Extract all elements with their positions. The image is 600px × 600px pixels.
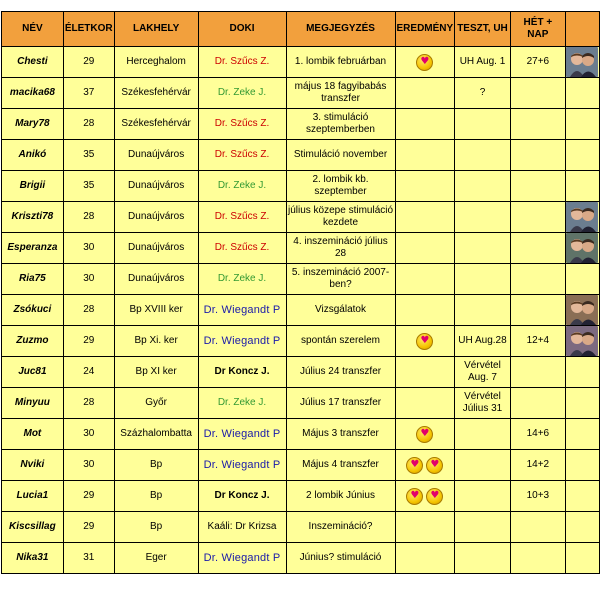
member-photo [565, 295, 599, 326]
member-photo [565, 419, 599, 450]
members-table [1, 11, 600, 574]
member-name: Esperanza [2, 233, 64, 264]
member-name: Kriszti78 [2, 202, 64, 233]
member-doctor [198, 264, 286, 295]
member-doctor [198, 295, 286, 326]
member-result [395, 171, 455, 202]
member-test [455, 543, 511, 574]
member-test: Vérvétel Július 31 [455, 388, 511, 419]
member-age: 28 [63, 388, 114, 419]
couple-photo-icon [566, 295, 598, 325]
member-location: Százhalombatta [114, 419, 198, 450]
result-hearts [397, 426, 454, 443]
member-name: Ria75 [2, 264, 64, 295]
member-note: 2. lombik kb. szeptember [286, 171, 395, 202]
member-test [455, 140, 511, 171]
member-age: 37 [63, 78, 114, 109]
doctor-name: Dr. Szűcs Z. [214, 211, 270, 222]
couple-photo-icon [566, 326, 598, 356]
member-photo [565, 47, 599, 78]
heart-smiley-icon: ♥ [426, 488, 443, 505]
member-result [395, 140, 455, 171]
member-age: 24 [63, 357, 114, 388]
member-note: 2 lombik Június [286, 481, 395, 512]
table-row [2, 543, 600, 574]
member-age: 29 [63, 481, 114, 512]
member-photo [565, 450, 599, 481]
doctor-name: Dr. Szűcs Z. [214, 56, 270, 67]
member-age: 29 [63, 512, 114, 543]
member-age: 30 [63, 450, 114, 481]
header-result: EREDMÉNY [395, 12, 455, 47]
member-note: Inszemináció? [286, 512, 395, 543]
heart-smiley-icon: ♥ [416, 426, 433, 443]
member-doctor [198, 233, 286, 264]
member-age: 35 [63, 140, 114, 171]
member-name: Nviki [2, 450, 64, 481]
member-photo [565, 202, 599, 233]
member-note: Július 24 transzfer [286, 357, 395, 388]
member-note: spontán szerelem [286, 326, 395, 357]
member-location: Győr [114, 388, 198, 419]
table-row [2, 264, 600, 295]
member-result [395, 233, 455, 264]
member-test [455, 512, 511, 543]
member-doctor [198, 450, 286, 481]
member-test: ? [455, 78, 511, 109]
member-age: 28 [63, 109, 114, 140]
member-test [455, 264, 511, 295]
doctor-name: Dr. Zeke J. [217, 180, 267, 191]
member-location: Bp Xi. ker [114, 326, 198, 357]
member-doctor [198, 202, 286, 233]
member-photo [565, 481, 599, 512]
member-test: UH Aug.28 [455, 326, 511, 357]
doctor-name: Dr. Zeke J. [217, 273, 267, 284]
doctor-name: Dr. Wiegandt P [203, 334, 281, 347]
heart-smiley-icon: ♥ [416, 333, 433, 350]
member-week [510, 543, 565, 574]
member-result [395, 78, 455, 109]
member-doctor [198, 140, 286, 171]
member-result [395, 481, 455, 512]
member-test [455, 202, 511, 233]
member-result [395, 326, 455, 357]
member-result [395, 202, 455, 233]
member-location: Herceghalom [114, 47, 198, 78]
member-note: Május 4 transzfer [286, 450, 395, 481]
member-week [510, 233, 565, 264]
doctor-name: Dr. Szűcs Z. [214, 242, 270, 253]
member-photo [565, 388, 599, 419]
header-name: NÉV [2, 12, 64, 47]
table-row [2, 450, 600, 481]
member-result [395, 264, 455, 295]
result-hearts [397, 488, 454, 505]
member-test [455, 233, 511, 264]
table-row [2, 109, 600, 140]
member-test [455, 481, 511, 512]
member-name: Kiscsillag [2, 512, 64, 543]
member-name: Nika31 [2, 543, 64, 574]
member-doctor [198, 388, 286, 419]
member-photo [565, 233, 599, 264]
doctor-name: Dr. Zeke J. [217, 87, 267, 98]
member-location: Dunaújváros [114, 233, 198, 264]
header-note: MEGJEGYZÉS [286, 12, 395, 47]
member-location: Bp [114, 450, 198, 481]
member-result [395, 512, 455, 543]
member-name: Lucia1 [2, 481, 64, 512]
member-location: Székesfehérvár [114, 78, 198, 109]
header-week: HÉT + NAP [510, 12, 565, 47]
member-note: Vizsgálatok [286, 295, 395, 326]
member-age: 28 [63, 295, 114, 326]
member-result [395, 47, 455, 78]
couple-photo-icon [566, 233, 598, 263]
result-hearts [397, 54, 454, 71]
member-age: 30 [63, 233, 114, 264]
member-note: Június? stimuláció [286, 543, 395, 574]
member-photo [565, 543, 599, 574]
member-test: Vérvétel Aug. 7 [455, 357, 511, 388]
member-location: Eger [114, 543, 198, 574]
member-photo [565, 357, 599, 388]
member-name: macika68 [2, 78, 64, 109]
member-location: Bp [114, 481, 198, 512]
member-doctor [198, 543, 286, 574]
doctor-name: Dr Koncz J. [214, 366, 270, 377]
member-week [510, 388, 565, 419]
member-week [510, 202, 565, 233]
member-name: Brigii [2, 171, 64, 202]
heart-smiley-icon: ♥ [406, 488, 423, 505]
member-doctor [198, 47, 286, 78]
member-location: Bp XVIII ker [114, 295, 198, 326]
member-week: 27+6 [510, 47, 565, 78]
heart-smiley-icon: ♥ [426, 457, 443, 474]
doctor-name: Dr. Zeke J. [217, 397, 267, 408]
member-result [395, 450, 455, 481]
doctor-name: Dr Koncz J. [214, 490, 270, 501]
member-result [395, 357, 455, 388]
member-test [455, 171, 511, 202]
table-row [2, 419, 600, 450]
member-name: Chesti [2, 47, 64, 78]
member-doctor [198, 326, 286, 357]
member-doctor [198, 512, 286, 543]
member-doctor [198, 109, 286, 140]
member-note: Július 17 transzfer [286, 388, 395, 419]
member-name: Zsókuci [2, 295, 64, 326]
member-week: 14+6 [510, 419, 565, 450]
table-row [2, 481, 600, 512]
member-name: Minyuu [2, 388, 64, 419]
member-photo [565, 326, 599, 357]
header-row [2, 12, 600, 47]
member-location: Székesfehérvár [114, 109, 198, 140]
member-age: 29 [63, 47, 114, 78]
member-result [395, 109, 455, 140]
table-row [2, 140, 600, 171]
member-doctor [198, 171, 286, 202]
member-doctor [198, 357, 286, 388]
header-test: TESZT, UH [455, 12, 511, 47]
member-week [510, 512, 565, 543]
member-week [510, 357, 565, 388]
result-hearts [397, 457, 454, 474]
member-test [455, 450, 511, 481]
member-test: UH Aug. 1 [455, 47, 511, 78]
member-location: Dunaújváros [114, 140, 198, 171]
doctor-name: Dr. Szűcs Z. [214, 118, 270, 129]
member-name: Juc81 [2, 357, 64, 388]
member-photo [565, 78, 599, 109]
member-doctor [198, 419, 286, 450]
member-note: 5. inszemináció 2007-ben? [286, 264, 395, 295]
member-photo [565, 512, 599, 543]
table-row [2, 171, 600, 202]
doctor-name: Dr. Wiegandt P [203, 551, 281, 564]
table-row [2, 47, 600, 78]
member-test [455, 419, 511, 450]
table-row [2, 202, 600, 233]
member-age: 35 [63, 171, 114, 202]
heart-smiley-icon: ♥ [416, 54, 433, 71]
member-week [510, 109, 565, 140]
doctor-name: Dr. Szűcs Z. [214, 149, 270, 160]
member-location: Dunaújváros [114, 202, 198, 233]
member-note: május 18 fagyibabás transzfer [286, 78, 395, 109]
table-row [2, 295, 600, 326]
member-photo [565, 171, 599, 202]
member-age: 28 [63, 202, 114, 233]
table-row [2, 512, 600, 543]
member-test [455, 295, 511, 326]
member-week: 14+2 [510, 450, 565, 481]
table-row [2, 357, 600, 388]
member-age: 30 [63, 264, 114, 295]
table-row [2, 388, 600, 419]
table-row [2, 326, 600, 357]
member-location: Dunaújváros [114, 171, 198, 202]
member-note: 3. stimuláció szeptemberben [286, 109, 395, 140]
header-age: ÉLETKOR [63, 12, 114, 47]
member-name: Mary78 [2, 109, 64, 140]
member-photo [565, 109, 599, 140]
couple-photo-icon [566, 47, 598, 77]
member-week [510, 78, 565, 109]
header-doctor: DOKI [198, 12, 286, 47]
member-age: 29 [63, 326, 114, 357]
member-week: 12+4 [510, 326, 565, 357]
member-doctor [198, 481, 286, 512]
member-result [395, 388, 455, 419]
member-note: Május 3 transzfer [286, 419, 395, 450]
member-name: Mot [2, 419, 64, 450]
member-note: július közepe stimuláció kezdete [286, 202, 395, 233]
member-note: 1. lombik februárban [286, 47, 395, 78]
member-note: 4. inszemináció július 28 [286, 233, 395, 264]
header-photo [565, 12, 599, 47]
member-age: 31 [63, 543, 114, 574]
doctor-name: Kaáli: Dr Krizsa [207, 521, 277, 532]
result-hearts [397, 333, 454, 350]
member-name: Anikó [2, 140, 64, 171]
member-location: Bp [114, 512, 198, 543]
member-week [510, 171, 565, 202]
table-row [2, 78, 600, 109]
table-body [2, 47, 600, 574]
member-photo [565, 264, 599, 295]
table-row [2, 233, 600, 264]
member-photo [565, 140, 599, 171]
member-note: Stimuláció november [286, 140, 395, 171]
doctor-name: Dr. Wiegandt P [203, 458, 281, 471]
member-age: 30 [63, 419, 114, 450]
member-week [510, 140, 565, 171]
member-doctor [198, 78, 286, 109]
member-name: Zuzmo [2, 326, 64, 357]
member-week [510, 264, 565, 295]
doctor-name: Dr. Wiegandt P [203, 427, 281, 440]
member-week [510, 295, 565, 326]
member-test [455, 109, 511, 140]
doctor-name: Dr. Wiegandt P [203, 303, 281, 316]
heart-smiley-icon: ♥ [406, 457, 423, 474]
member-location: Dunaújváros [114, 264, 198, 295]
member-result [395, 419, 455, 450]
member-location: Bp XI ker [114, 357, 198, 388]
member-result [395, 543, 455, 574]
couple-photo-icon [566, 202, 598, 232]
member-result [395, 295, 455, 326]
header-location: LAKHELY [114, 12, 198, 47]
member-week: 10+3 [510, 481, 565, 512]
